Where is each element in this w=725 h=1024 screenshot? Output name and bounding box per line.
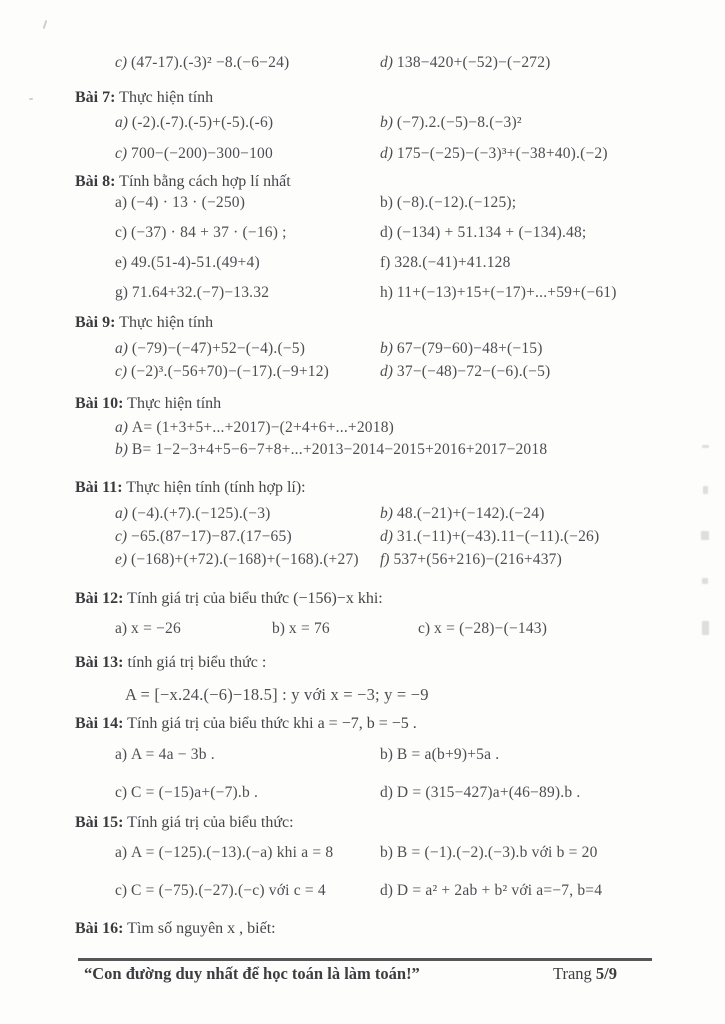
item-letter: b): [380, 340, 393, 357]
exercise-items: [75, 618, 685, 639]
item-expression: D = a² + 2ab + b² với a=−7, b=4: [396, 882, 603, 899]
exercise-bai-10: [75, 393, 685, 460]
item-expression: (−168)+(+72).(−168)+(−168).(+27): [131, 551, 359, 568]
item-expression: B = a(b+9)+5a .: [396, 746, 500, 763]
exercise-item: [115, 338, 380, 359]
exercise-item: [380, 549, 685, 570]
item-letter: e): [115, 551, 128, 568]
exercise-item: [380, 526, 685, 547]
exercise-item: [115, 880, 380, 901]
exercise-bai-13: [75, 652, 685, 705]
item-letter: f): [380, 551, 390, 568]
exercise-bai-11: [75, 477, 685, 570]
item-letter: h): [380, 284, 393, 301]
item-letter: b): [380, 746, 393, 763]
exercise-bai-16: [75, 918, 685, 939]
exercise-item: [272, 618, 418, 639]
item-letter: d): [380, 784, 393, 801]
exercise-item: [115, 282, 380, 303]
page-number-value: 5/9: [595, 964, 617, 983]
item-expression: 71.64+32.(−7)−13.32: [131, 284, 270, 301]
item-expression: (−79)−(−47)+52−(−4).(−5): [131, 340, 306, 357]
exercise-label: Bài 11:: [75, 479, 123, 496]
item-letter: c): [115, 363, 128, 380]
item-expression: D = (315−427)a+(46−89).b .: [396, 784, 581, 801]
item-letter: d): [380, 224, 393, 241]
exercise-item: [115, 112, 380, 133]
item-letter: a): [115, 505, 128, 522]
exercise-title: Tính giá trị của biểu thức khi a = −7, b = −5 .: [127, 715, 417, 732]
item-expression: (−4) · 13 · (−250): [131, 194, 246, 211]
exercise-item: [380, 252, 685, 273]
item-letter: c): [115, 528, 128, 545]
exercise-bai-15: [75, 812, 685, 901]
exercise-bai-12: [75, 588, 685, 639]
item-expression: x = 76: [288, 620, 330, 637]
exercise-item: [418, 618, 685, 639]
item-expression: 67−(79−60)−48+(−15): [396, 340, 543, 357]
exercise-label: Bài 13:: [75, 654, 124, 671]
item-letter: a): [115, 340, 128, 357]
item-expression: 537+(56+216)−(216+437): [393, 551, 562, 568]
exercise-item: [115, 526, 380, 547]
exercise-label: Bài 10:: [75, 395, 124, 412]
item-letter: a): [115, 114, 128, 131]
item-letter: d): [380, 363, 393, 380]
exercise-item: [380, 222, 685, 243]
exercise-item: [115, 549, 380, 570]
item-expression: A = 4a − 3b .: [131, 746, 215, 763]
exercise-header: [75, 812, 685, 833]
exercise-items: [75, 338, 685, 382]
item-letter: c): [115, 54, 128, 71]
exercise-item: [115, 439, 685, 460]
exercise-item: [115, 417, 685, 438]
item-expression: 11+(−13)+15+(−17)+...+59+(−61): [396, 284, 617, 301]
bleed-through-marks: [699, 445, 711, 635]
exercise-items: [75, 417, 685, 460]
exercise-items: [75, 192, 685, 303]
exercise-title: Thực hiện tính: [119, 314, 214, 331]
exercise-item: [115, 252, 380, 273]
footer-row: [78, 961, 652, 984]
exercise-intro: [75, 52, 685, 73]
exercise-bai-7: [75, 87, 685, 164]
item-expression: (−8).(−12).(−125);: [396, 194, 517, 211]
item-expression: 37−(−48)−72−(−6).(−5): [396, 363, 551, 380]
exercise-item: [380, 782, 685, 803]
exercise-item: [380, 192, 685, 213]
exercise-label: Bài 9:: [75, 314, 116, 331]
item-letter: c): [115, 882, 128, 899]
item-letter: a): [115, 419, 128, 436]
exercise-items: [75, 112, 685, 164]
item-letter: b): [380, 114, 393, 131]
exercise-item: [380, 503, 685, 524]
exercise-item: [380, 338, 685, 359]
item-expression: −65.(87−17)−87.(17−65): [131, 528, 292, 545]
exercise-item: [115, 618, 272, 639]
item-expression: A= (1+3+5+...+2017)−(2+4+6+...+2018): [131, 419, 395, 436]
item-expression: 31.(−11)+(−43).11−(−11).(−26): [396, 528, 600, 545]
exercise-title: Tìm số nguyên x , biết:: [127, 920, 276, 937]
exercise-header: [75, 713, 685, 734]
exercise-bai-14: [75, 713, 685, 803]
exercise-item: [125, 684, 685, 705]
item-expression: 49.(51-4)-51.(49+4): [131, 254, 260, 271]
exercise-item: [380, 282, 685, 303]
exercise-label: Bài 16:: [75, 920, 124, 937]
exercise-title: Thực hiện tính (tính hợp lí):: [126, 479, 306, 496]
item-letter: b): [380, 844, 393, 861]
item-expression: B= 1−2−3+4+5−6−7+8+...+2013−2014−2015+2016+2017−2018: [131, 441, 548, 458]
exercise-item: [115, 782, 380, 803]
exercise-item: [380, 744, 685, 765]
item-expression: (−2)³.(−56+70)−(−17).(−9+12): [131, 363, 330, 380]
item-letter: a): [115, 194, 128, 211]
exercise-label: Bài 12:: [75, 590, 124, 607]
item-expression: (−37) · 84 + 37 · (−16) ;: [131, 224, 287, 241]
exercise-bai-9: [75, 312, 685, 382]
item-letter: e): [115, 254, 128, 271]
exercise-header: [75, 87, 685, 108]
item-expression: 175−(−25)−(−3)³+(−38+40).(−2): [396, 145, 608, 162]
exercise-title: Tính bằng cách hợp lí nhất: [119, 173, 291, 190]
item-letter: d): [380, 882, 393, 899]
item-expression: (-2).(-7).(-5)+(-5).(-6): [131, 114, 274, 131]
page-number: [553, 964, 617, 984]
item-letter: c): [115, 145, 128, 162]
item-expression: C = (−15)a+(−7).b .: [131, 784, 259, 801]
exercise-header: [75, 588, 685, 609]
item-expression: 138−420+(−52)−(−272): [396, 54, 551, 71]
exercise-item: [380, 52, 685, 73]
item-expression: A = (−125).(−13).(−a) khi a = 8: [131, 844, 334, 861]
item-expression: A = [−x.24.(−6)−18.5] : y với x = −3; y = −9: [125, 685, 429, 704]
exercise-item: [380, 143, 685, 164]
item-expression: 48.(−21)+(−142).(−24): [396, 505, 545, 522]
item-expression: (−4).(+7).(−125).(−3): [131, 505, 271, 522]
item-expression: 328.(−41)+41.128: [394, 254, 511, 271]
exercise-title: Thực hiện tính: [119, 89, 214, 106]
exercise-header: [75, 312, 685, 333]
item-expression: 700−(−200)−300−100: [131, 145, 273, 162]
exercise-header: [75, 477, 685, 498]
page-footer: [78, 958, 652, 984]
exercise-label: Bài 7:: [75, 89, 116, 106]
exercise-item: [380, 112, 685, 133]
item-letter: d): [380, 145, 393, 162]
item-letter: b): [272, 620, 285, 637]
exercise-label: Bài 14:: [75, 715, 124, 732]
exercise-items: [75, 503, 685, 570]
exercise-header: [75, 652, 685, 673]
item-letter: d): [380, 528, 393, 545]
exercise-item: [115, 842, 380, 863]
exercise-title: tính giá trị biểu thức :: [127, 654, 267, 671]
item-letter: c): [115, 224, 128, 241]
item-letter: a): [115, 746, 128, 763]
exercise-item: [380, 842, 685, 863]
item-letter: c): [418, 620, 431, 637]
exercise-header: [75, 171, 685, 192]
item-letter: b): [380, 194, 393, 211]
exercise-items: [75, 52, 685, 73]
exercise-title: Tính giá trị của biểu thức:: [127, 814, 294, 831]
exercise-item: [115, 503, 380, 524]
footer-quote: “Con đường duy nhất để học toán là làm toán!”: [84, 964, 420, 983]
exercise-label: Bài 15:: [75, 814, 124, 831]
item-letter: a): [115, 620, 128, 637]
exercise-item: [115, 52, 380, 73]
exercise-title: Thực hiện tính: [127, 395, 222, 412]
exercise-label: Bài 8:: [75, 173, 116, 190]
exercise-item: [115, 361, 380, 382]
exercise-item: [115, 222, 380, 243]
item-expression: (−134) + 51.134 + (−134).48;: [396, 224, 587, 241]
page-number-label: Trang: [552, 964, 592, 983]
exercise-title: Tính giá trị của biểu thức (−156)−x khi:: [127, 590, 383, 607]
item-letter: f): [380, 254, 391, 271]
exercise-bai-8: [75, 171, 685, 303]
item-letter: b): [380, 505, 393, 522]
exercise-items: [75, 842, 685, 901]
item-expression: (47-17).(-3)² −8.(−6−24): [131, 54, 290, 71]
item-letter: b): [115, 441, 128, 458]
item-expression: x = −26: [131, 620, 181, 637]
exercise-item: [380, 361, 685, 382]
item-letter: a): [115, 844, 128, 861]
item-letter: g): [115, 284, 128, 301]
item-letter: d): [380, 54, 393, 71]
exercise-item: [115, 744, 380, 765]
item-expression: B = (−1).(−2).(−3).b với b = 20: [396, 844, 598, 861]
item-letter: c): [115, 784, 128, 801]
exercise-items: [75, 684, 685, 705]
item-expression: (−7).2.(−5)−8.(−3)²: [396, 114, 522, 131]
exercise-header: [75, 393, 685, 414]
exercise-header: [75, 918, 685, 939]
exercise-item: [115, 192, 380, 213]
item-expression: C = (−75).(−27).(−c) với c = 4: [131, 882, 326, 899]
item-expression: x = (−28)−(−143): [434, 620, 548, 637]
exercise-item: [115, 143, 380, 164]
exercise-item: [380, 880, 685, 901]
exercise-items: [75, 744, 685, 803]
